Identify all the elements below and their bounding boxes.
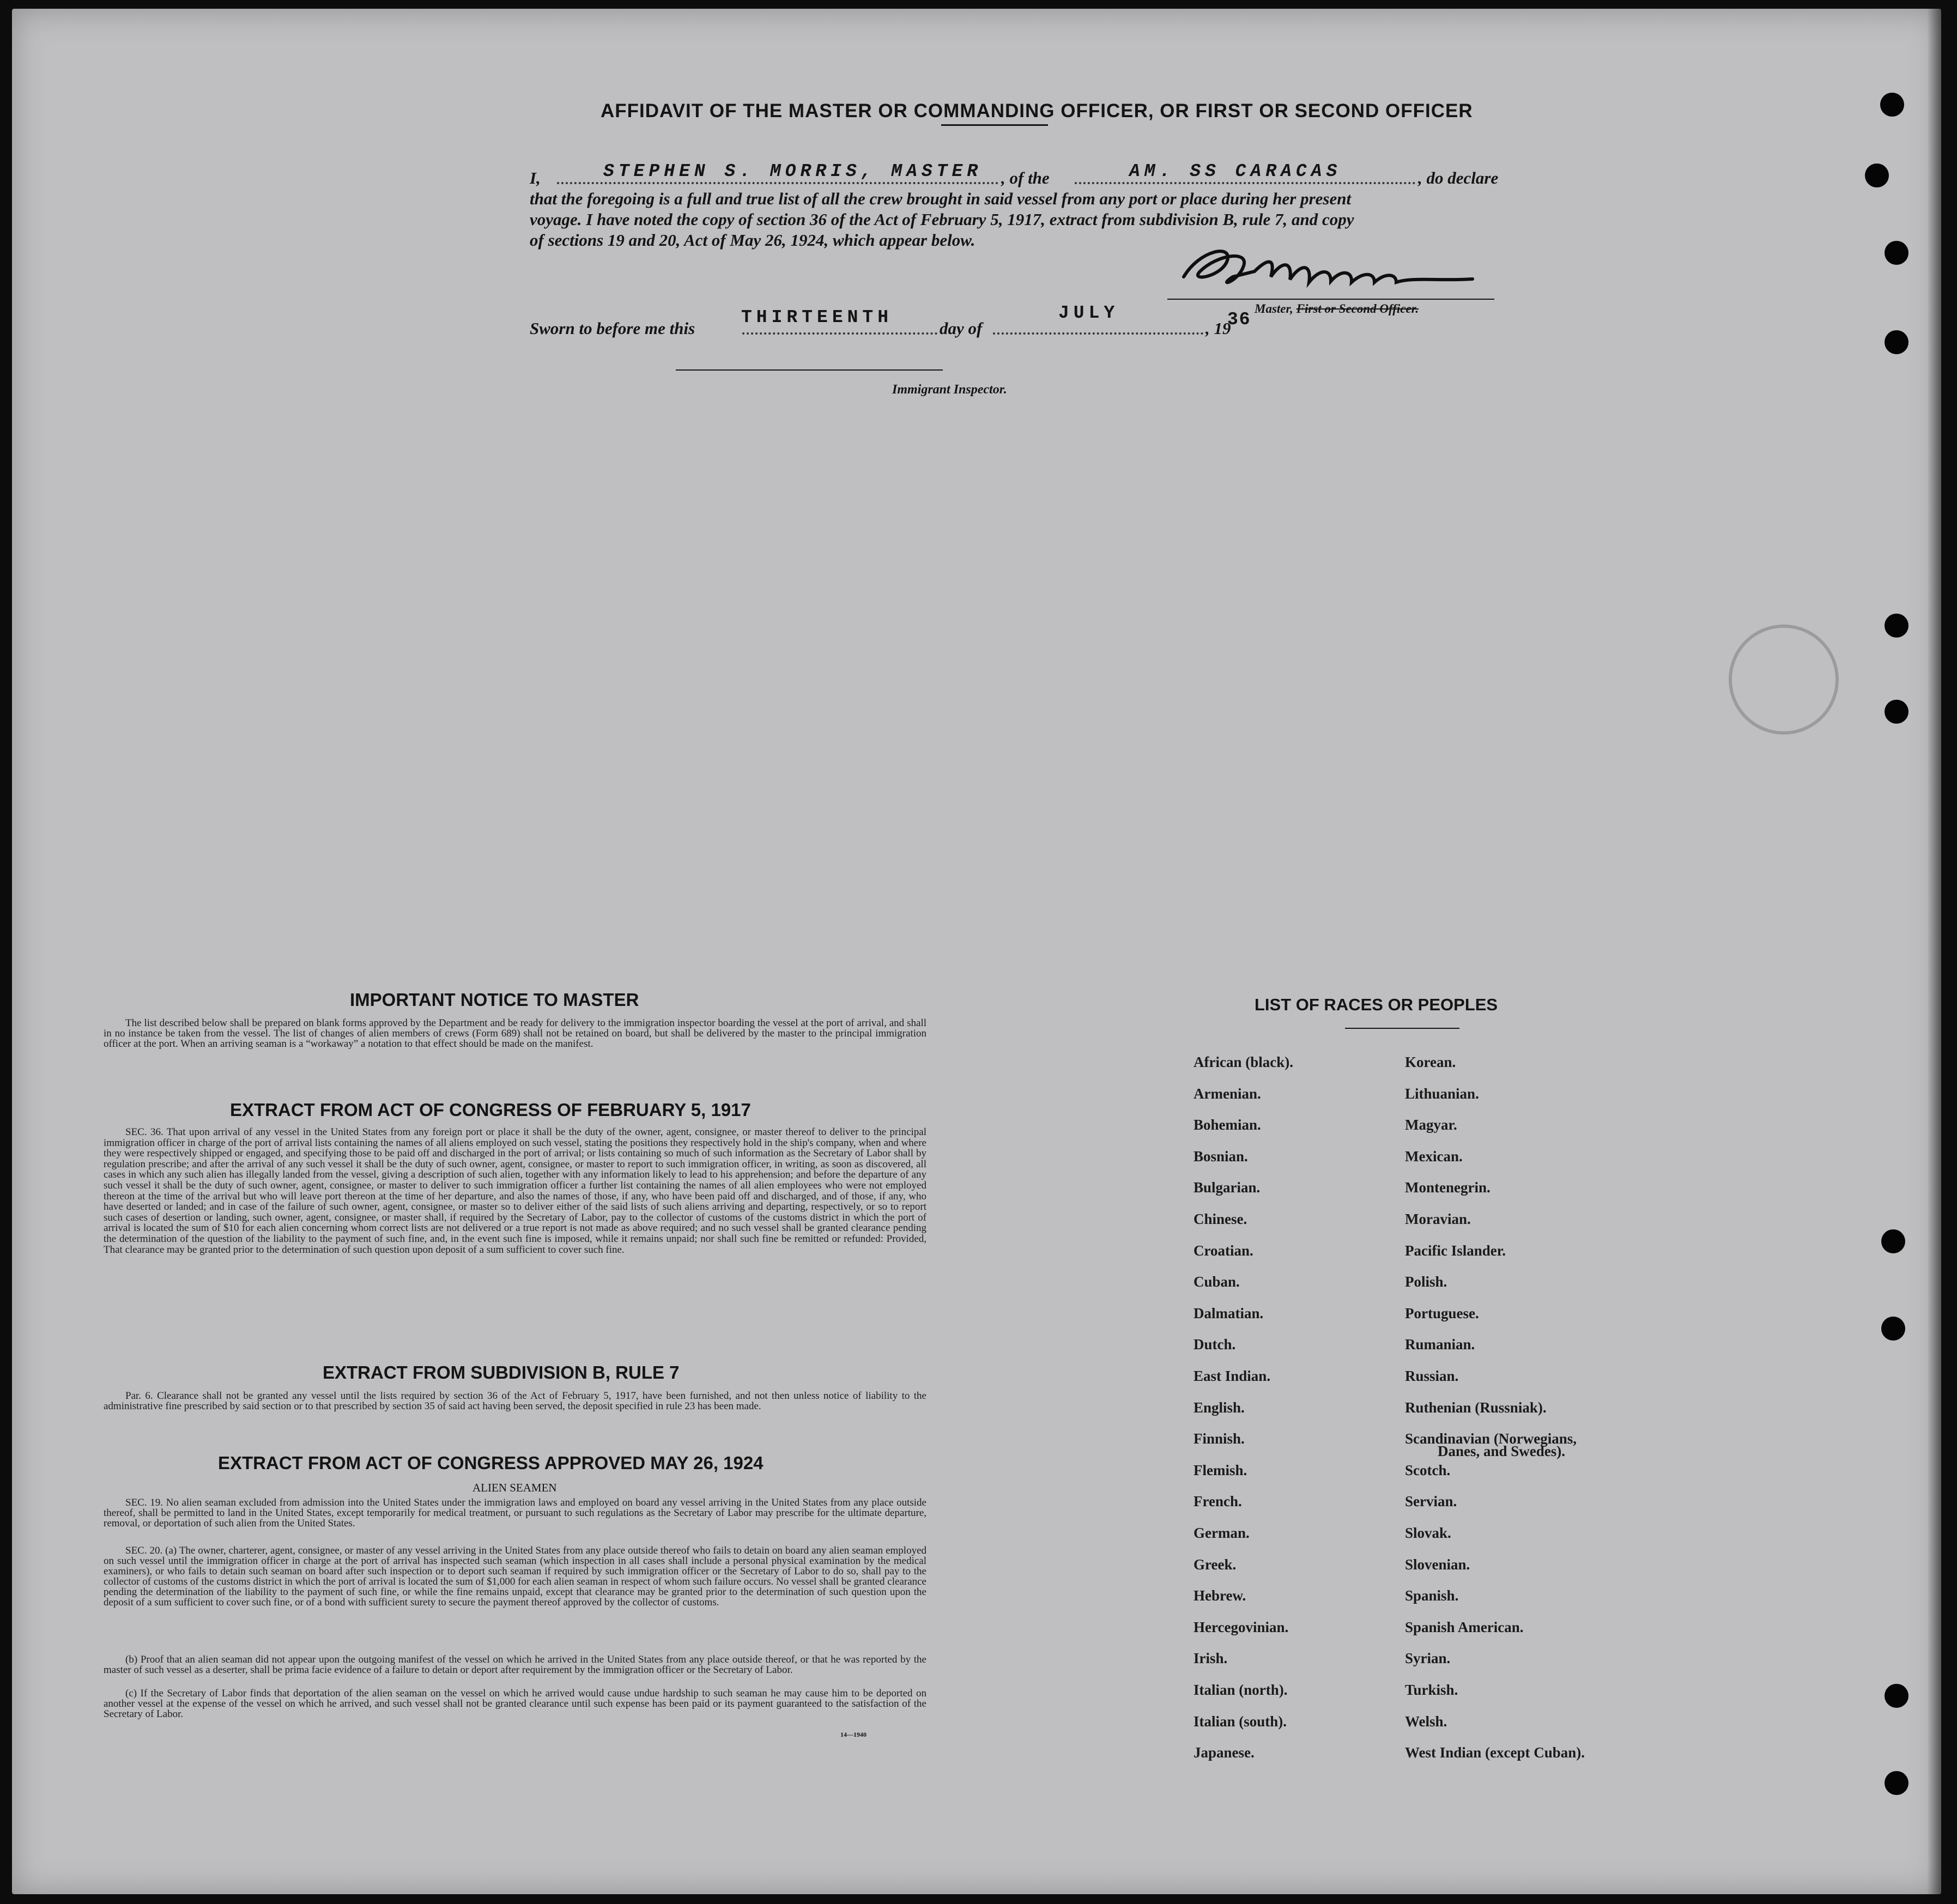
signature-scrawl xyxy=(1167,239,1505,299)
sec19-text: SEC. 19. No alien seaman excluded from admission into the United States under the immigration laws and employed on board any vessel arriving in the United States from any place outside thereof, shall be permitted to land in the United States, except temporarily for medical treatment, or pursuant to such regulations as the Secretary of Labor may prescribe for the ultimate departure, removal, or deportation of such alien from the United States. xyxy=(104,1497,926,1529)
notice-title: IMPORTANT NOTICE TO MASTER xyxy=(350,990,639,1010)
race-item: French. xyxy=(1193,1493,1242,1510)
race-item: Turkish. xyxy=(1405,1682,1458,1698)
affidavit-line-3: voyage. I have noted the copy of section 36 of the Act of February 5, 1917, extract from subdivision B, rule 7, and copy xyxy=(530,210,1354,229)
race-item: Dalmatian. xyxy=(1193,1305,1264,1321)
race-item: Russian. xyxy=(1405,1368,1459,1384)
race-item: Flemish. xyxy=(1193,1462,1247,1478)
extract-1917-title: EXTRACT FROM ACT OF CONGRESS OF FEBRUARY 5, 1917 xyxy=(230,1100,751,1120)
race-item: Italian (north). xyxy=(1193,1682,1288,1698)
affidavit-i: I, xyxy=(530,168,541,187)
race-item: Hercegovinian. xyxy=(1193,1618,1289,1635)
affidavit-line-1 xyxy=(530,161,1538,189)
rule7-title: EXTRACT FROM SUBDIVISION B, RULE 7 xyxy=(323,1362,680,1382)
race-item: Slovak. xyxy=(1405,1525,1451,1541)
races-title: LIST OF RACES OR PEOPLES xyxy=(1255,995,1498,1014)
form-number: 14—1940 xyxy=(840,1731,867,1738)
races-title-underline xyxy=(1345,1028,1459,1029)
race-item: German. xyxy=(1193,1525,1250,1541)
affidavit-do-declare: , do declare xyxy=(1418,168,1499,187)
race-item: Bohemian. xyxy=(1193,1117,1261,1133)
race-item: English. xyxy=(1193,1399,1245,1416)
sworn-prefix: Sworn to before me this xyxy=(530,319,695,338)
race-item: Scandinavian (Norwegians, xyxy=(1405,1430,1577,1447)
race-item: Korean. xyxy=(1405,1054,1456,1070)
vessel-line xyxy=(1075,182,1415,184)
sworn-year-field[interactable]: 36 xyxy=(1227,310,1251,330)
punch-hole xyxy=(1865,163,1889,187)
affidavit-of-the: , of the xyxy=(1001,168,1050,187)
race-item: Scotch. xyxy=(1405,1462,1451,1478)
race-item: Moravian. xyxy=(1405,1211,1471,1227)
race-item: Magyar. xyxy=(1405,1117,1457,1133)
notice-text: The list described below shall be prepared on blank forms approved by the Department and be ready for delivery to the immigration inspector boarding the vessel at the port of arrival, and shall in no instance be taken from the vessel. The list of changes of alien members of crews (Form 689) shall not be retained on board, but shall be delivered by the master to the principal immigration officer at the port. When an arriving seaman is a “workaway” a notation to that effect should be made on the manifest. xyxy=(104,1017,926,1050)
race-item: Lithuanian. xyxy=(1405,1085,1479,1102)
sec20a-text: SEC. 20. (a) The owner, charterer, agent, consignee, or master of any vessel arriving in the United States from any place outside thereof who fails to detain on board any alien seaman employed on such vessel until the immigration officer in charge at the port of arrival has inspected such seaman (which inspection in all cases shall include a personal physical examination by the medical examiners), or who fails to detain such seaman on board after such inspection or to deport such seaman if required by such immigration officer or the Secretary of Labor to do so, shall pay to the collector of customs of the customs district in which the port of arrival is located the sum of $1,000 for each alien seaman in respect of whom such failure occurs. No vessel shall be granted clearance pending the determination of the liability to the payment of such fine, or while the fine remains unpaid, except that clearance may be granted prior to the determination of such question upon the deposit of a sum sufficient to cover such fine, or of a bond with sufficient surety to secure the payment thereof approved by the collector of customs. xyxy=(104,1545,926,1608)
title-underline xyxy=(941,124,1048,126)
alien-seamen-subtitle: ALIEN SEAMEN xyxy=(472,1481,557,1494)
race-item: Hebrew. xyxy=(1193,1587,1246,1604)
race-item: Rumanian. xyxy=(1405,1336,1475,1353)
race-item: East Indian. xyxy=(1193,1368,1271,1384)
punch-hole xyxy=(1881,1317,1905,1341)
race-item: Croatian. xyxy=(1193,1242,1253,1259)
month-line xyxy=(993,332,1203,335)
page-edge-shadow xyxy=(1927,9,1941,1894)
race-item: Pacific Islander. xyxy=(1405,1242,1506,1259)
signer-role xyxy=(1255,299,1419,319)
race-item-continuation: Danes, and Swedes). xyxy=(1438,1443,1566,1459)
punch-hole xyxy=(1885,241,1908,265)
race-item: Greek. xyxy=(1193,1556,1237,1573)
sworn-month-field[interactable]: JULY xyxy=(1058,303,1119,323)
signer-role-struck: First or Second Officer. xyxy=(1296,302,1419,316)
punch-hole xyxy=(1885,700,1908,724)
race-item: Ruthenian (Russniak). xyxy=(1405,1399,1547,1416)
race-item: Finnish. xyxy=(1193,1430,1245,1447)
race-item: Irish. xyxy=(1193,1650,1228,1667)
race-item: Chinese. xyxy=(1193,1211,1247,1227)
punch-hole xyxy=(1880,93,1904,117)
sec20c-text: (c) If the Secretary of Labor finds that deportation of the alien seaman on the vessel on which he arrived would cause undue hardship to such seaman he may cause him to be deported on another vessel at the expense of the vessel on which he arrived, and such vessel shall not be granted clearance until such expense has been paid or its payment guaranteed to the satisfaction of the Secretary of Labor. xyxy=(104,1688,926,1720)
race-item: Welsh. xyxy=(1405,1713,1447,1730)
punch-hole xyxy=(1881,1229,1905,1253)
master-signature[interactable] xyxy=(1167,239,1505,299)
race-item: Slovenian. xyxy=(1405,1556,1470,1573)
day-line xyxy=(742,332,937,335)
sworn-line xyxy=(530,318,1538,340)
faded-stamp xyxy=(1729,624,1839,735)
race-item: Cuban. xyxy=(1193,1274,1240,1290)
race-item: Japanese. xyxy=(1193,1744,1255,1761)
punch-hole xyxy=(1885,1684,1908,1708)
race-item: Servian. xyxy=(1405,1493,1457,1510)
document-page xyxy=(12,9,1941,1894)
race-item: Portuguese. xyxy=(1405,1305,1479,1321)
race-item: Syrian. xyxy=(1405,1650,1451,1667)
affidavit-line-2: that the foregoing is a full and true list of all the crew brought in said vessel from any port or place during her present xyxy=(530,189,1352,208)
race-item: Montenegrin. xyxy=(1405,1179,1491,1196)
rule7-text: Par. 6. Clearance shall not be granted any vessel until the lists required by section 36 of the Act of February 5, 1917, have been furnished, and not then unless notice of liability to the administrative fine prescribed by said section or to that prescribed by section 35 of said act having been served, the deposit specified in rule 23 has been made. xyxy=(104,1390,926,1412)
sworn-day-field[interactable]: THIRTEENTH xyxy=(741,307,893,328)
race-item: Italian (south). xyxy=(1193,1713,1287,1730)
affidavit-line-4: of sections 19 and 20, Act of May 26, 1924, which appear below. xyxy=(530,231,976,250)
inspector-label: Immigrant Inspector. xyxy=(892,383,1007,397)
punch-hole xyxy=(1885,1771,1908,1795)
extract-1924-title: EXTRACT FROM ACT OF CONGRESS APPROVED MAY 26, 1924 xyxy=(218,1453,764,1473)
extract-1917-text: SEC. 36. That upon arrival of any vessel in the United States from any foreign port or place it shall be the duty of the owner, agent, consignee, or master thereof to deliver to the principal immigration officer in charge of the port of arrival lists containing the names of all aliens employed on such vessel, stating the positions they respectively hold in the ship's company, when and where they were respectively shipped or engaged, and specifying those to be paid off and discharged in the port of arrival; or lists containing so much of such information as the Secretary of Labor shall by regulation prescribe; and after the arrival of any such vessel it shall be the duty of such owner, agent, consignee, or master to report to such immigration officer, in writing, as soon as discovered, all cases in which any such alien has illegally landed from the vessel, giving a description of such alien, together with any information likely to lead to his apprehension; and before the departure of any such vessel it shall be the duty of such owner, agent, consignee, or master to deliver to such immigration officer a further list containing the names of all alien employees who were not employed thereon at the time of the arrival but who will leave port thereon at the time of her departure, and also the names of those, if any, who have been paid off and discharged, and of those, if any, who have deserted or landed; and in case of the failure of such owner, agent, consignee, or master so to deliver either of the said lists of such aliens arriving and departing, respectively, or so to report such cases of desertion or landing, such owner, agent, consignee, or master shall, if required by the Secretary of Labor, pay to the collector of customs of the customs district in which the port of arrival is located the sum of $10 for each alien concerning whom correct lists are not delivered or a true report is not made as above required; and no such vessel shall be granted clearance pending the determination of the question of the liability to the payment of such fine, and, in the event such fine is imposed, while it remains unpaid; nor shall such fine be remitted or refunded: Provided, That clearance may be granted prior to the determination of such question upon deposit of a sum sufficient to cover such fine. xyxy=(104,1126,926,1256)
race-item: Bulgarian. xyxy=(1193,1179,1261,1196)
punch-hole xyxy=(1885,614,1908,638)
affidavit-title: AFFIDAVIT OF THE MASTER OR COMMANDING OFFICER, OR FIRST OR SECOND OFFICER xyxy=(601,100,1473,122)
sworn-day-label: day of xyxy=(940,319,983,338)
race-item: Dutch. xyxy=(1193,1336,1236,1353)
punch-hole xyxy=(1885,330,1908,354)
race-item: Mexican. xyxy=(1405,1148,1463,1165)
race-item: Spanish American. xyxy=(1405,1618,1524,1635)
race-item: West Indian (except Cuban). xyxy=(1405,1744,1585,1761)
name-line xyxy=(557,182,998,184)
race-item: African (black). xyxy=(1193,1054,1293,1070)
sworn-year-prefix: , 19 xyxy=(1205,319,1231,338)
master-name-field[interactable]: STEPHEN S. MORRIS, MASTER xyxy=(603,161,983,181)
sec20b-text: (b) Proof that an alien seaman did not appear upon the outgoing manifest of the vessel on which he arrived in the United States from any place outside thereof, or that he was reported by the master of such vessel as a deserter, shall be prima facie evidence of a failure to detain or deport after requirement by the immigration officer or the Secretary of Labor. xyxy=(104,1654,926,1676)
race-item: Polish. xyxy=(1405,1274,1447,1290)
race-item: Spanish. xyxy=(1405,1587,1459,1604)
race-item: Armenian. xyxy=(1193,1085,1261,1102)
signer-role-master: Master, xyxy=(1255,302,1293,316)
vessel-name-field[interactable]: AM. SS CARACAS xyxy=(1129,161,1342,181)
inspector-signature-line xyxy=(676,369,943,371)
race-item: Bosnian. xyxy=(1193,1148,1248,1165)
